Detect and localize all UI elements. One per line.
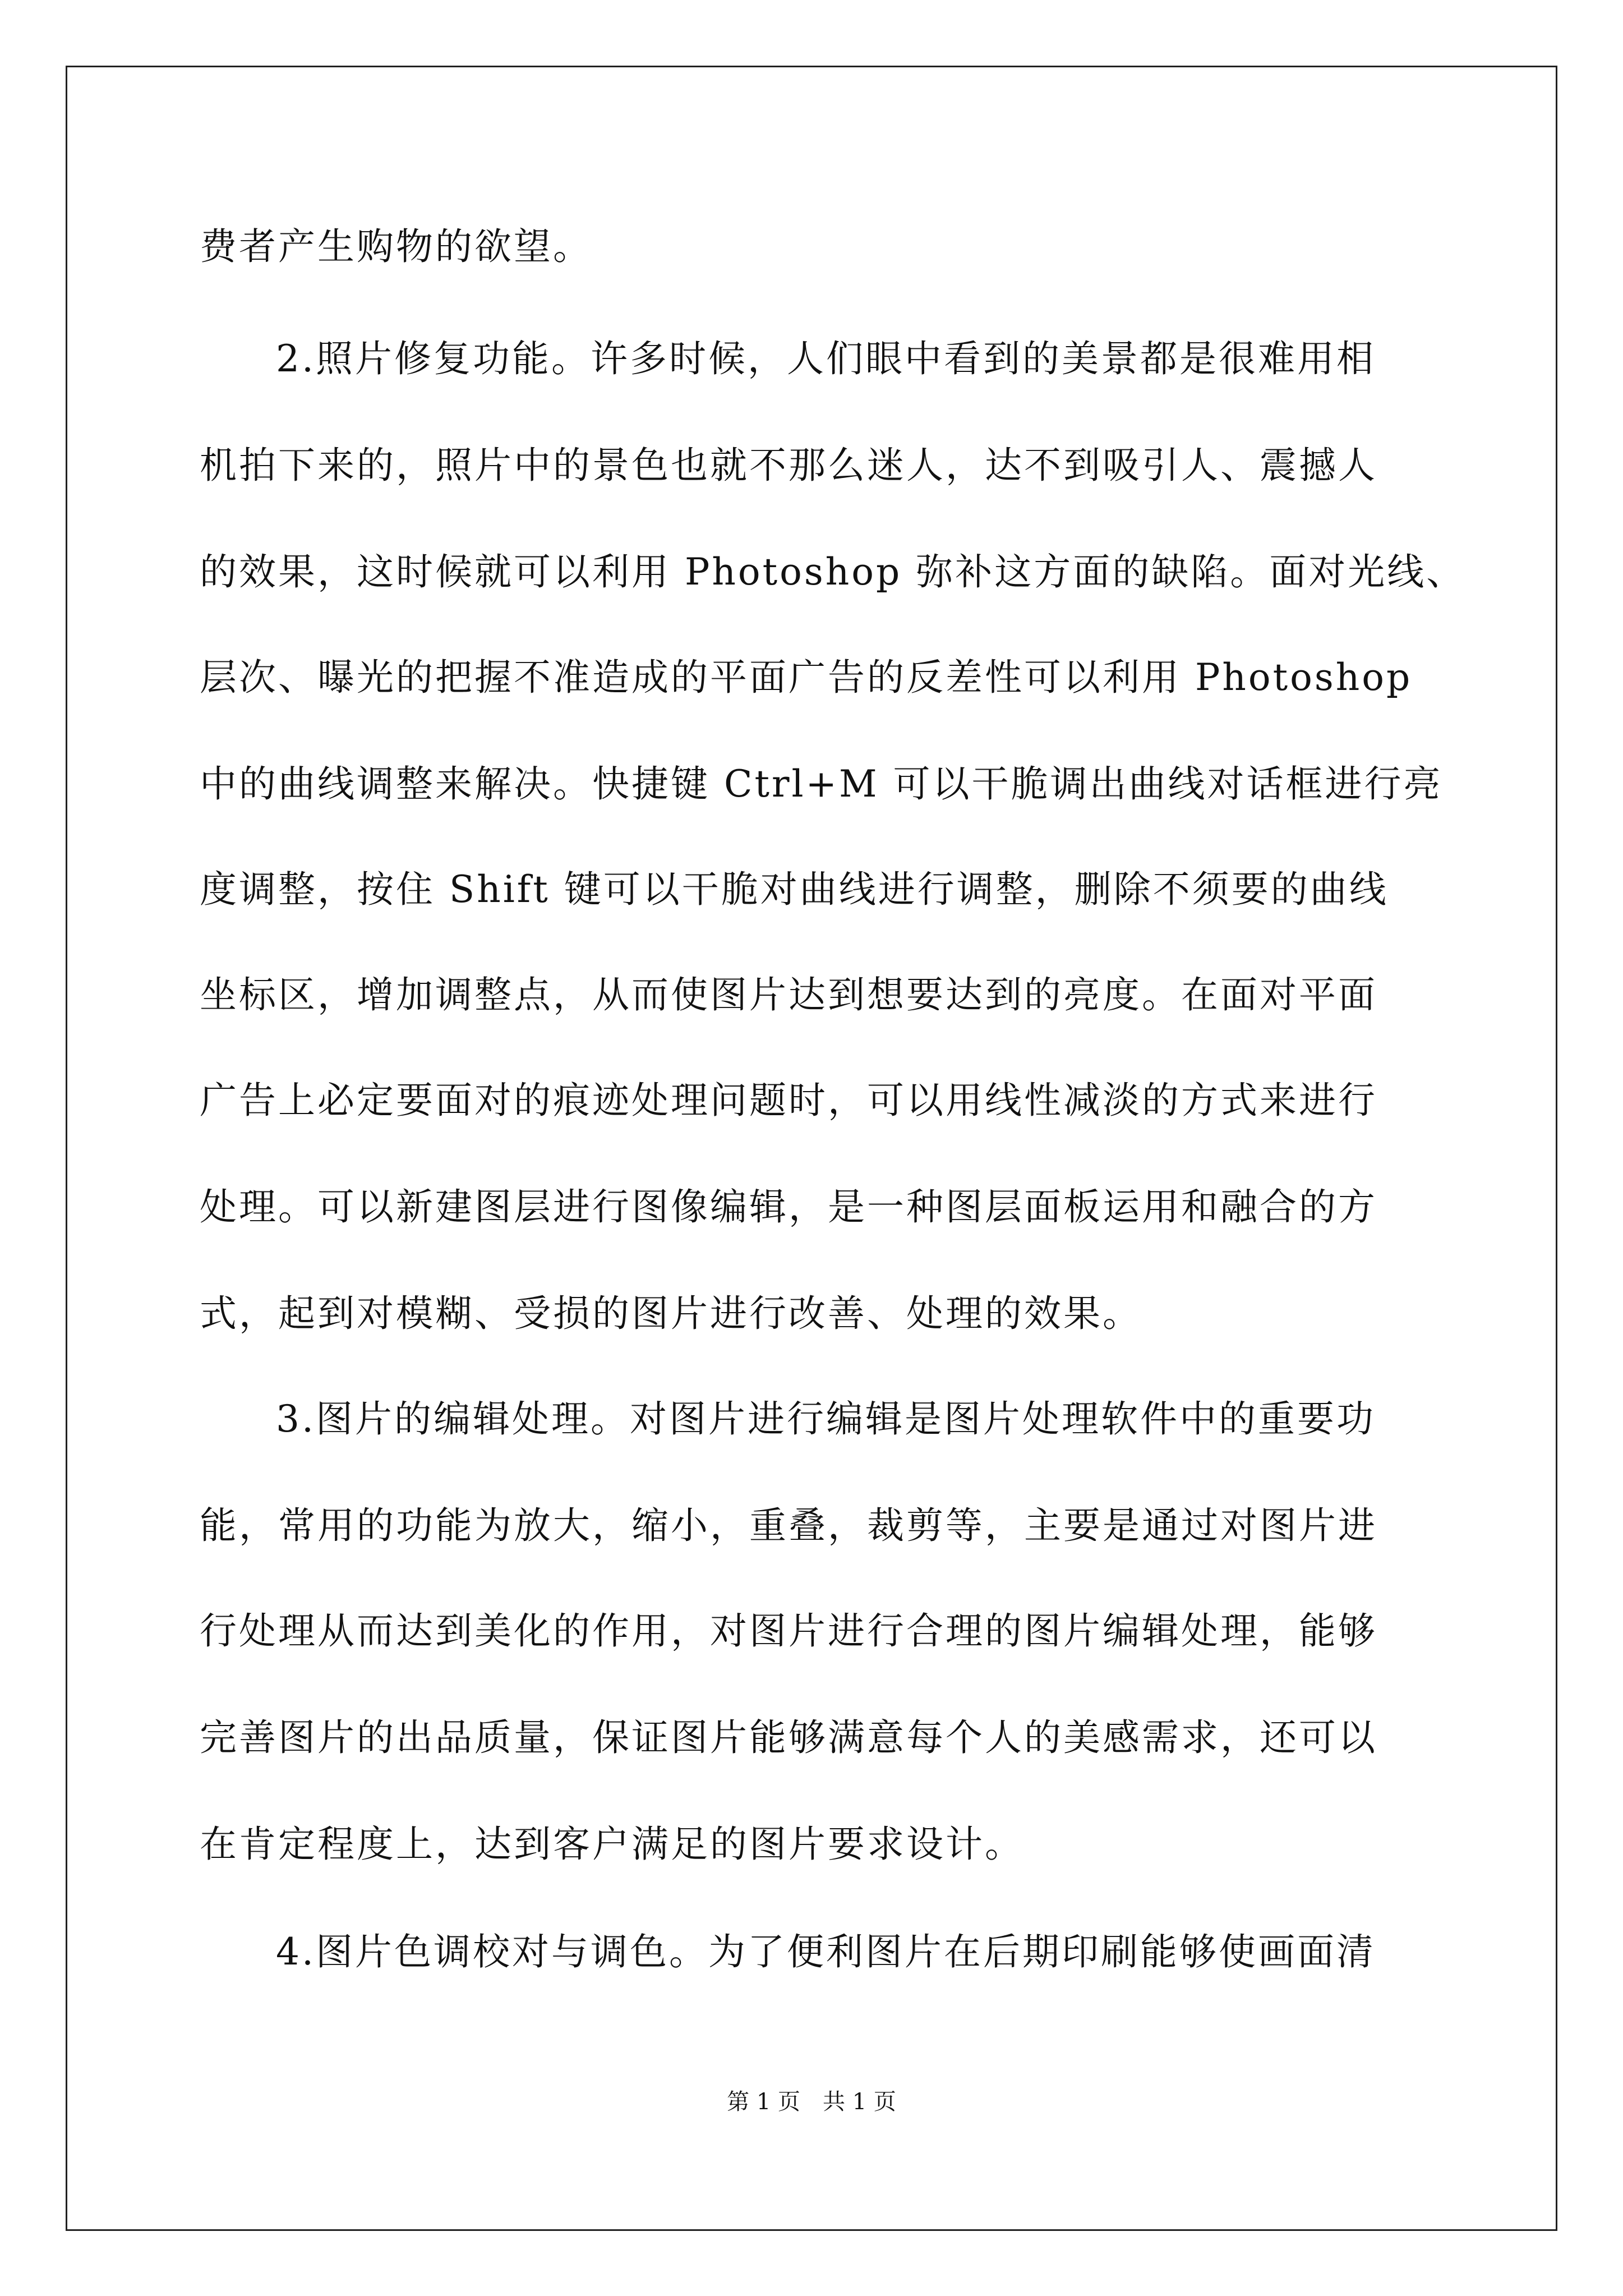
paragraph-line: 完善图片的出品质量，保证图片能够满意每个人的美感需求，还可以 <box>200 1716 1377 1759</box>
paragraph-line: 能，常用的功能为放大，缩小，重叠，裁剪等，主要是通过对图片进 <box>200 1504 1377 1547</box>
paragraph-line: 在肯定程度上，达到客户满足的图片要求设计。 <box>200 1823 1024 1866</box>
paragraph-line: 2.照片修复功能。许多时候，人们眼中看到的美景都是很难用相 <box>276 337 1376 380</box>
paragraph-line: 行处理从而达到美化的作用，对图片进行合理的图片编辑处理，能够 <box>200 1609 1377 1653</box>
paragraph-line: 机拍下来的，照片中的景色也就不那么迷人，达不到吸引人、震撼人 <box>200 444 1377 487</box>
paragraph-line: 式，起到对模糊、受损的图片进行改善、处理的效果。 <box>200 1292 1142 1335</box>
page-footer: 第 1 页 共 1 页 <box>727 2089 896 2115</box>
paragraph-line: 度调整，按住 Shift 键可以干脆对曲线进行调整，删除不须要的曲线 <box>200 868 1389 911</box>
paragraph-line: 层次、曝光的把握不准造成的平面广告的反差性可以利用 Photoshop <box>200 656 1413 699</box>
paragraph-line: 处理。可以新建图层进行图像编辑，是一种图层面板运用和融合的方 <box>200 1185 1377 1228</box>
paragraph-line: 广告上必定要面对的痕迹处理问题时，可以用线性减淡的方式来进行 <box>200 1079 1377 1122</box>
paragraph-line: 中的曲线调整来解决。快捷键 Ctrl+M 可以干脆调出曲线对话框进行亮 <box>200 762 1443 806</box>
paragraph-line: 的效果，这时候就可以利用 Photoshop 弥补这方面的缺陷。面对光线、 <box>200 550 1466 593</box>
page-border <box>66 66 1557 2231</box>
paragraph-line: 4.图片色调校对与调色。为了便利图片在后期印刷能够使画面清 <box>276 1930 1376 1973</box>
paragraph-line: 费者产生购物的欲望。 <box>200 225 592 268</box>
paragraph-line: 3.图片的编辑处理。对图片进行编辑是图片处理软件中的重要功 <box>276 1397 1376 1441</box>
paragraph-line: 坐标区，增加调整点，从而使图片达到想要达到的亮度。在面对平面 <box>200 973 1377 1016</box>
